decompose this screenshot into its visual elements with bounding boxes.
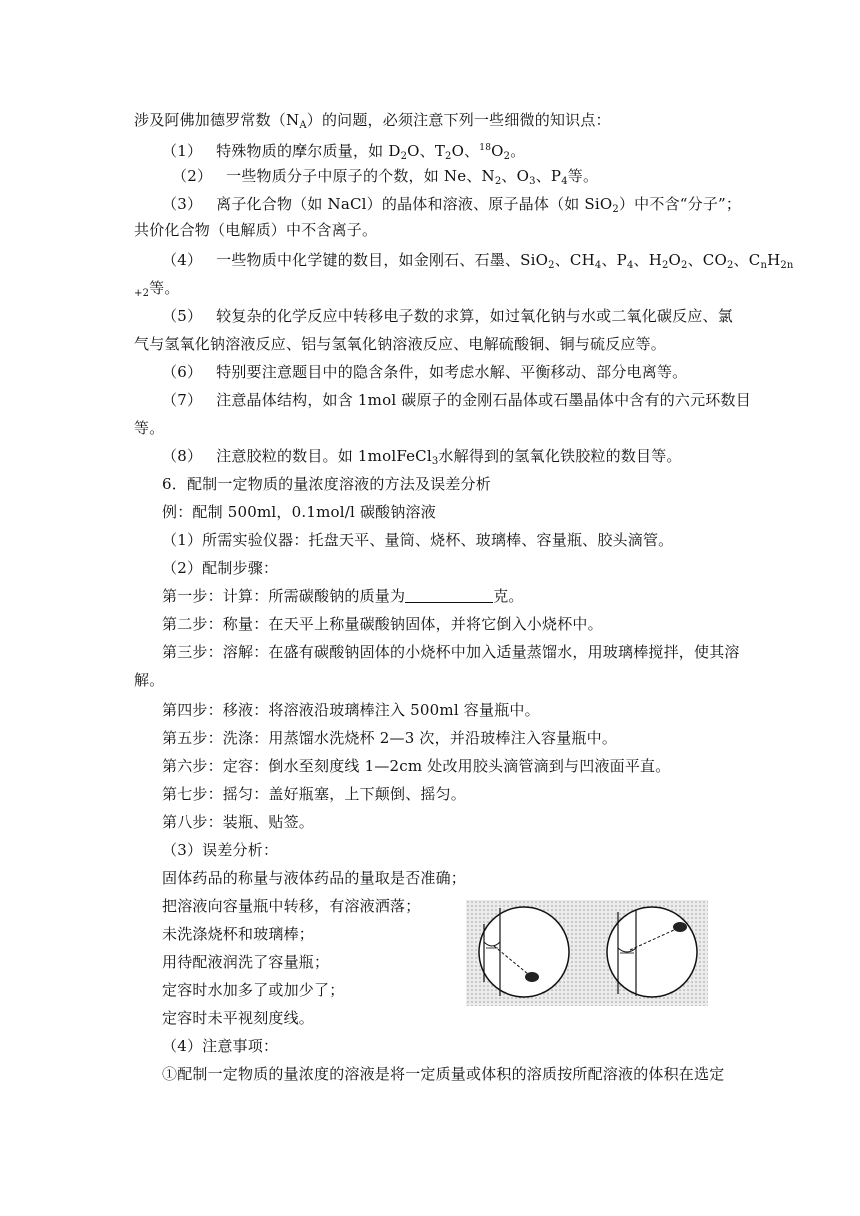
- error-item: 定容时未平视刻度线。: [162, 1009, 315, 1027]
- step-7: 第七步：摇匀：盖好瓶塞，上下颠倒、摇匀。: [162, 785, 467, 803]
- error-item: 定容时水加多了或加少了；: [162, 981, 345, 999]
- point-2: （2） 一些物质分子中原子的个数，如 Ne、$N_2$、$O_3$、$P_4$等。: [172, 167, 599, 187]
- answer-blank[interactable]: [405, 588, 493, 603]
- error-item: 把溶液向容量瓶中转移，有溶液洒落；: [162, 897, 421, 915]
- step-6: 第六步：定容：倒水至刻度线 1—2cm 处改用胶头滴管滴到与凹液面平直。: [162, 757, 671, 775]
- left-magnifier-circle: [479, 907, 569, 997]
- step-3-cont: 解。: [134, 671, 165, 689]
- point-7: （7） 注意晶体结构，如含 1mol 碳原子的金刚石晶体或石墨晶体中含有的六元环数目: [162, 391, 751, 409]
- point-7-cont: 等。: [134, 419, 165, 437]
- point-5-cont: 气与氢氧化钠溶液反应、铝与氢氧化钠溶液反应、电解硫酸铜、铜与硫反应等。: [134, 335, 667, 353]
- step-8: 第八步：装瓶、贴签。: [162, 813, 315, 831]
- right-magnifier-circle: [607, 907, 697, 997]
- step-2: 第二步：称量：在天平上称量碳酸钠固体，并将它倒入小烧杯中。: [162, 615, 603, 633]
- point-4-cont: $_{+2}$等。: [134, 279, 180, 299]
- instruments-line: （1）所需实验仪器：托盘天平、量筒、烧杯、玻璃棒、容量瓶、胶头滴管。: [162, 531, 674, 549]
- point-8: （8） 注意胶粒的数目。如 1molFeCl$_3$水解得到的氢氧化铁胶粒的数目等。: [162, 447, 682, 467]
- error-item: 用待配液润洗了容量瓶；: [162, 953, 330, 971]
- note-1: ①配制一定物质的量浓度的溶液是将一定质量或体积的溶质按所配溶液的体积在选定: [162, 1065, 725, 1083]
- point-4: （4） 一些物质中化学键的数目，如金刚石、石墨、SiO$_2$、$CH_4$、$P_4$、$H_2O_2$、$CO_2$、$C_nH_{2n}$: [162, 251, 794, 271]
- errors-title: （3）误差分析：: [162, 841, 279, 859]
- error-item: 固体药品的称量与液体药品的量取是否准确；: [162, 869, 467, 887]
- point-3: （3） 离子化合物（如 NaCl）的晶体和溶液、原子晶体（如 SiO$_2$）中不含“分子”；: [162, 195, 742, 215]
- left-eye-icon: [525, 972, 539, 982]
- point-3-cont: 共价化合物（电解质）中不含离子。: [134, 221, 378, 239]
- step-1: 第一步：计算：所需碳酸钠的质量为 克。: [162, 587, 524, 605]
- point-6: （6） 特别要注意题目中的隐含条件，如考虑水解、平衡移动、部分电离等。: [162, 363, 688, 381]
- section-6-heading: 6．配制一定物质的量浓度溶液的方法及误差分析: [162, 475, 491, 493]
- notes-title: （4）注意事项：: [162, 1037, 279, 1055]
- step-5: 第五步：洗涤：用蒸馏水洗烧杯 2—3 次，并沿玻棒注入容量瓶中。: [162, 729, 618, 747]
- right-eye-icon: [673, 922, 687, 932]
- point-1: （1） 特殊物质的摩尔质量，如 $D_2O$、$T_2O$、$^{18}O_2$。: [162, 142, 526, 162]
- steps-title: （2）配制步骤：: [162, 559, 279, 577]
- step-3: 第三步：溶解：在盛有碳酸钠固体的小烧杯中加入适量蒸馏水，用玻璃棒搅拌，使其溶: [162, 643, 740, 661]
- step-4: 第四步：移液：将溶液沿玻璃棒注入 500ml 容量瓶中。: [162, 701, 540, 719]
- meniscus-diagram: [466, 900, 708, 1006]
- point-5: （5） 较复杂的化学反应中转移电子数的求算，如过氧化钠与水或二氧化碳反应、氯: [162, 307, 733, 325]
- meniscus-reading-figure: [466, 900, 708, 1006]
- error-item: 未洗涤烧杯和玻璃棒；: [162, 925, 315, 943]
- intro-line: 涉及阿佛加德罗常数$(N_A)$的问题，必须注意下列一些细微的知识点：: [134, 111, 611, 131]
- example-line: 例：配制 500ml，0.1mol/l 碳酸钠溶液: [162, 503, 436, 521]
